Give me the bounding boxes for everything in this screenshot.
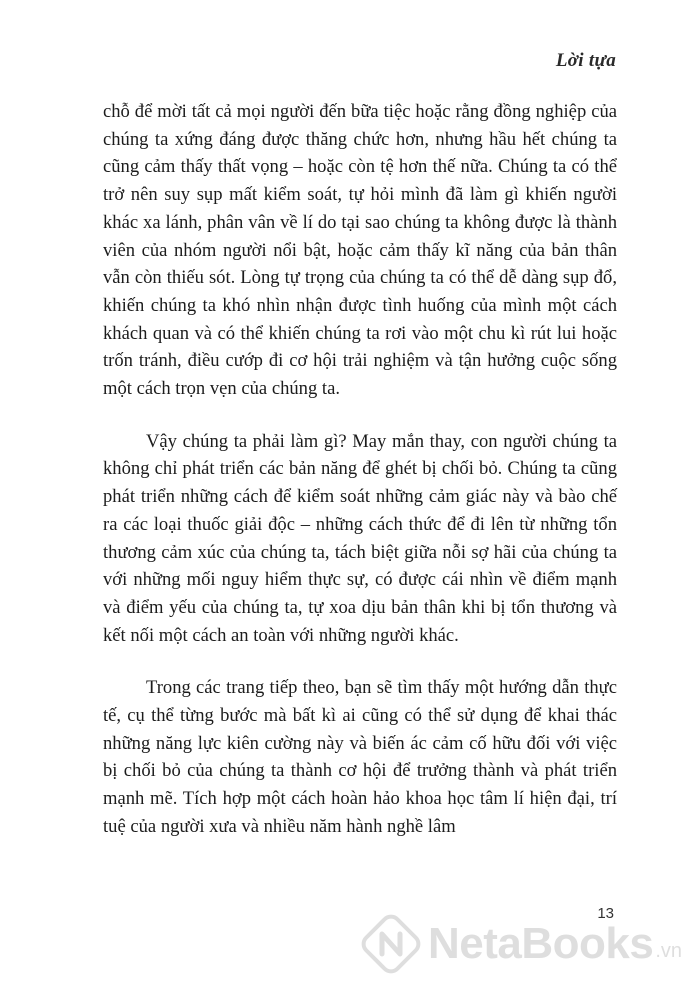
watermark-suffix: .vn <box>655 939 683 962</box>
body-text <box>103 98 617 841</box>
watermark <box>360 912 682 976</box>
netabooks-logo-icon <box>360 913 422 975</box>
paragraph: Vậy chúng ta phải làm gì? May mắn thay, con người chúng ta không chỉ phát triển các bản năng để ghét bị chối bỏ. Chúng ta cũng phát triển những cách để kiểm soát những cảm giác này và bào chế ra các loại thuốc giải độc – những cách thức để đi lên từ những tổn thương cảm xúc của chúng ta, tách biệt giữa nỗi sợ hãi của chúng ta với những mối nguy hiểm thực sự, có được cái nhìn về điểm mạnh và điểm yếu của chúng ta, tự xoa dịu bản thân khi bị tổn thương và kết nối một cách an toàn với những người khác. <box>103 430 617 646</box>
paragraph: Trong các trang tiếp theo, bạn sẽ tìm thấy một hướng dẫn thực tế, cụ thể từng bước mà bất kì ai cũng có thể sử dụng để khai thác những năng lực kiên cường này và biến ác cảm cố hữu đối với việc bị chối bỏ của chúng ta thành cơ hội để trưởng thành và phát triển mạnh mẽ. Tích hợp một cách hoàn hảo khoa học tâm lí hiện đại, trí tuệ của người xưa và nhiều năm hành nghề lâm <box>103 677 617 837</box>
paragraph: chỗ để mời tất cả mọi người đến bữa tiệc hoặc rằng đồng nghiệp của chúng ta xứng đáng được thăng chức hơn, nhưng hầu hết chúng ta cũng cảm thấy thất vọng – hoặc còn tệ hơn thế nữa. Chúng ta có thể trở nên suy sụp mất kiểm soát, tự hỏi mình đã làm gì khiến người khác xa lánh, phân vân về lí do tại sao chúng ta không được là thành viên của nhóm người nổi bật, hoặc cảm thấy kĩ năng của bản thân vẫn còn thiếu sót. Lòng tự trọng của chúng ta có thể dễ dàng sụp đổ, khiến chúng ta khó nhìn nhận được tình huống của mình một cách khách quan và có thể khiến chúng ta rơi vào một chu kì rút lui hoặc trốn tránh, điều cướp đi cơ hội trải nghiệm và tận hưởng cuộc sống một cách trọn vẹn của chúng ta. <box>103 101 617 400</box>
watermark-brand: NetaBooks <box>428 919 654 968</box>
running-header-title: Lời tựa <box>555 50 616 71</box>
page-number: 13 <box>597 905 614 922</box>
